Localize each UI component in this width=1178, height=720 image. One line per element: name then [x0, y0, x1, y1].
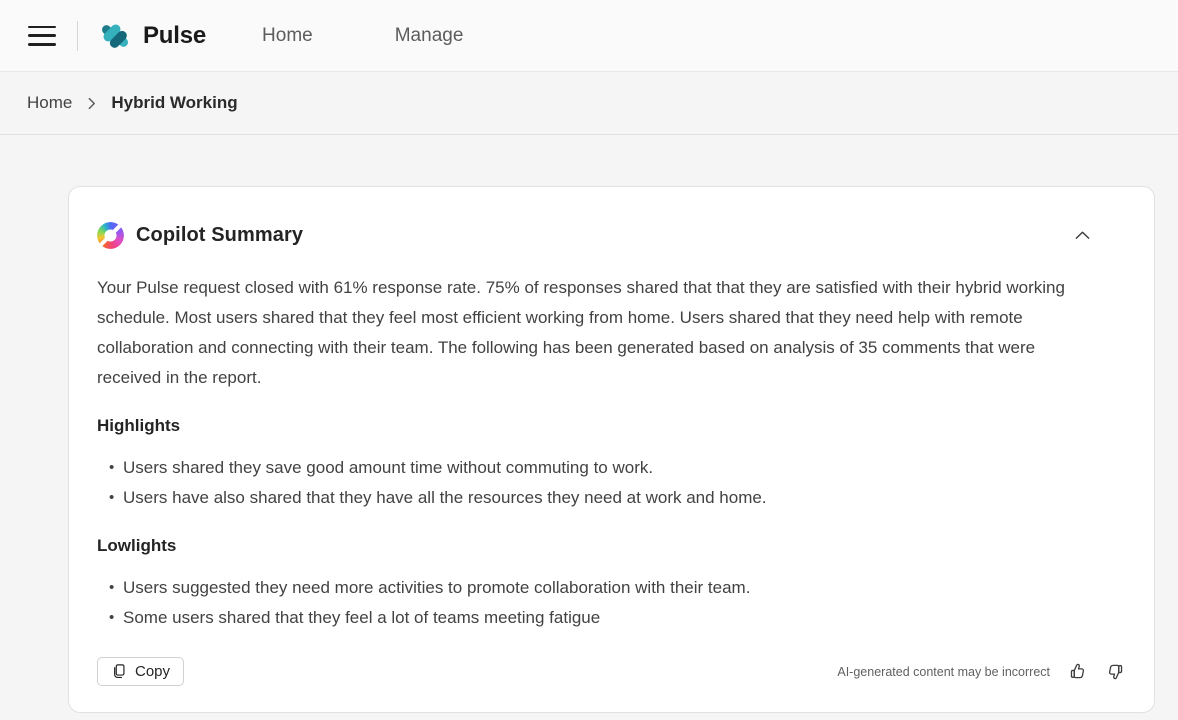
breadcrumb-home-link[interactable]: Home [27, 93, 73, 112]
lowlight-item: • Users suggested they need more activities to promote collaboration with their team. [97, 573, 1126, 603]
highlight-item: • Users have also shared that they have all the resources they need at work and home. [97, 483, 1126, 513]
lowlights-list [97, 573, 1126, 633]
top-app-bar [0, 0, 1178, 72]
nav-home[interactable]: Home [262, 24, 313, 46]
chevron-up-icon [1072, 225, 1093, 246]
nav-manage[interactable]: Manage [394, 24, 464, 46]
ai-disclaimer-text: AI-generated content may be incorrect [837, 664, 1050, 679]
highlights-list [97, 453, 1126, 513]
pulse-logo-icon [97, 18, 133, 54]
app-brand[interactable] [97, 18, 206, 54]
lowlights-heading: Lowlights [97, 536, 177, 555]
thumbs-up-icon [1067, 661, 1088, 682]
feedback-area [837, 661, 1126, 682]
breadcrumb [0, 72, 1178, 135]
breadcrumb-current-page: Hybrid Working [111, 93, 238, 112]
summary-text: Your Pulse request closed with 61% response rate. 75% of responses shared that that they are satisfied with their hybrid working schedule. Most users shared that they feel most efficient working from home. Users shared that they need help with remote collaboration and connecting with their team. The following has been generated based on analysis of 35 comments that were received in the report. [97, 278, 1065, 387]
copilot-summary-card [68, 186, 1155, 713]
thumbs-down-button[interactable] [1105, 661, 1126, 682]
thumbs-down-icon [1105, 661, 1126, 682]
highlights-heading: Highlights [97, 416, 181, 435]
copy-icon [111, 663, 128, 680]
lowlight-item: • Some users shared that they feel a lot of teams meeting fatigue [97, 603, 1126, 633]
copy-button-label: Copy [135, 663, 171, 680]
card-title: Copilot Summary [136, 223, 304, 246]
top-navigation [262, 25, 463, 47]
hamburger-menu-button[interactable] [27, 23, 57, 49]
thumbs-up-button[interactable] [1067, 661, 1088, 682]
copy-button[interactable] [97, 657, 184, 686]
card-footer [97, 657, 1126, 686]
card-header [97, 220, 1126, 250]
copilot-icon [97, 222, 124, 249]
app-title: Pulse [143, 21, 207, 49]
collapse-card-button[interactable] [1064, 220, 1100, 250]
chevron-right-icon [85, 97, 98, 110]
main-content [0, 135, 1178, 713]
divider [77, 21, 78, 51]
highlight-item: • Users shared they save good amount time without commuting to work. [97, 453, 1126, 483]
